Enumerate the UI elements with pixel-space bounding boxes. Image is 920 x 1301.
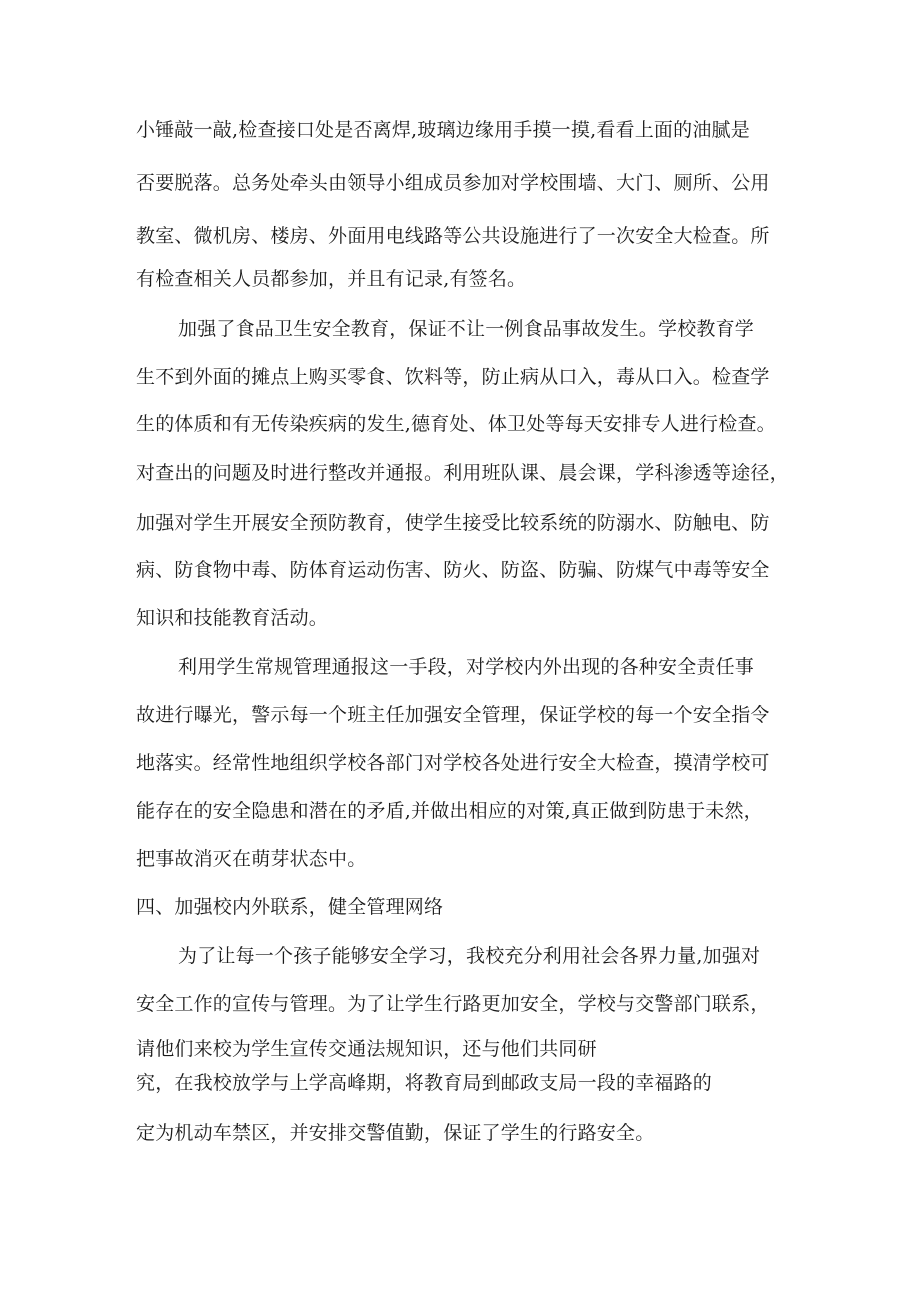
text-line: 有检查相关人员都参加，并且有记录,有签名。 — [136, 268, 527, 290]
text-line: 加强了食品卫生安全教育，保证不让一例食品事故发生。学校教育学 — [178, 318, 755, 340]
text-line: 教室、微机房、楼房、外面用电线路等公共设施进行了一次安全大检查。所 — [136, 225, 770, 247]
text-line: 利用学生常规管理通报这一手段，对学校内外出现的各种安全责任事 — [178, 656, 755, 678]
text-line: 把事故消灭在萌芽状态中。 — [136, 848, 367, 870]
section-heading: 四、加强校内外联系，健全管理网络 — [136, 896, 444, 918]
text-line: 定为机动车禁区，并安排交警值勤，保证了学生的行路安全。 — [136, 1122, 655, 1144]
text-line: 安全工作的宣传与管理。为了让学生行路更加安全，学校与交警部门联系， — [136, 993, 770, 1015]
text-line: 病、防食物中毒、防体育运动伤害、防火、防盗、防骗、防煤气中毒等安全 — [136, 559, 770, 581]
text-line: 请他们来校为学生宣传交通法规知识，还与他们共同研 — [136, 1038, 597, 1060]
text-line: 小锤敲一敲,检查接口处是否离焊,玻璃边缘用手摸一摸,看看上面的油腻是 — [136, 119, 750, 141]
text-line: 对查出的问题及时进行整改并通报。利用班队课、晨会课，学科渗透等途径， — [136, 462, 789, 484]
text-line: 能存在的安全隐患和潜在的矛盾,并做出相应的对策,真正做到防患于未然， — [136, 800, 763, 822]
text-line: 知识和技能教育活动。 — [136, 607, 329, 629]
text-line: 生的体质和有无传染疾病的发生,德育处、体卫处等每天安排专人进行检查。 — [136, 413, 776, 435]
text-line: 究，在我校放学与上学高峰期，将教育局到邮政支局一段的幸福路的 — [136, 1072, 713, 1094]
text-line: 加强对学生开展安全预防教育，使学生接受比较系统的防溺水、防触电、防 — [136, 512, 770, 534]
text-line: 故进行曝光，警示每一个班主任加强安全管理，保证学校的每一个安全指令 — [136, 704, 770, 726]
text-line: 为了让每一个孩子能够安全学习，我校充分利用社会各界力量,加强对 — [178, 945, 761, 967]
text-line: 否要脱落。总务处牵头由领导小组成员参加对学校围墙、大门、厕所、公用 — [136, 172, 770, 194]
text-line: 生不到外面的摊点上购买零食、饮料等，防止病从口入，毒从口入。检查学 — [136, 366, 770, 388]
text-line: 地落实。经常性地组织学校各部门对学校各处进行安全大检查，摸清学校可 — [136, 752, 770, 774]
